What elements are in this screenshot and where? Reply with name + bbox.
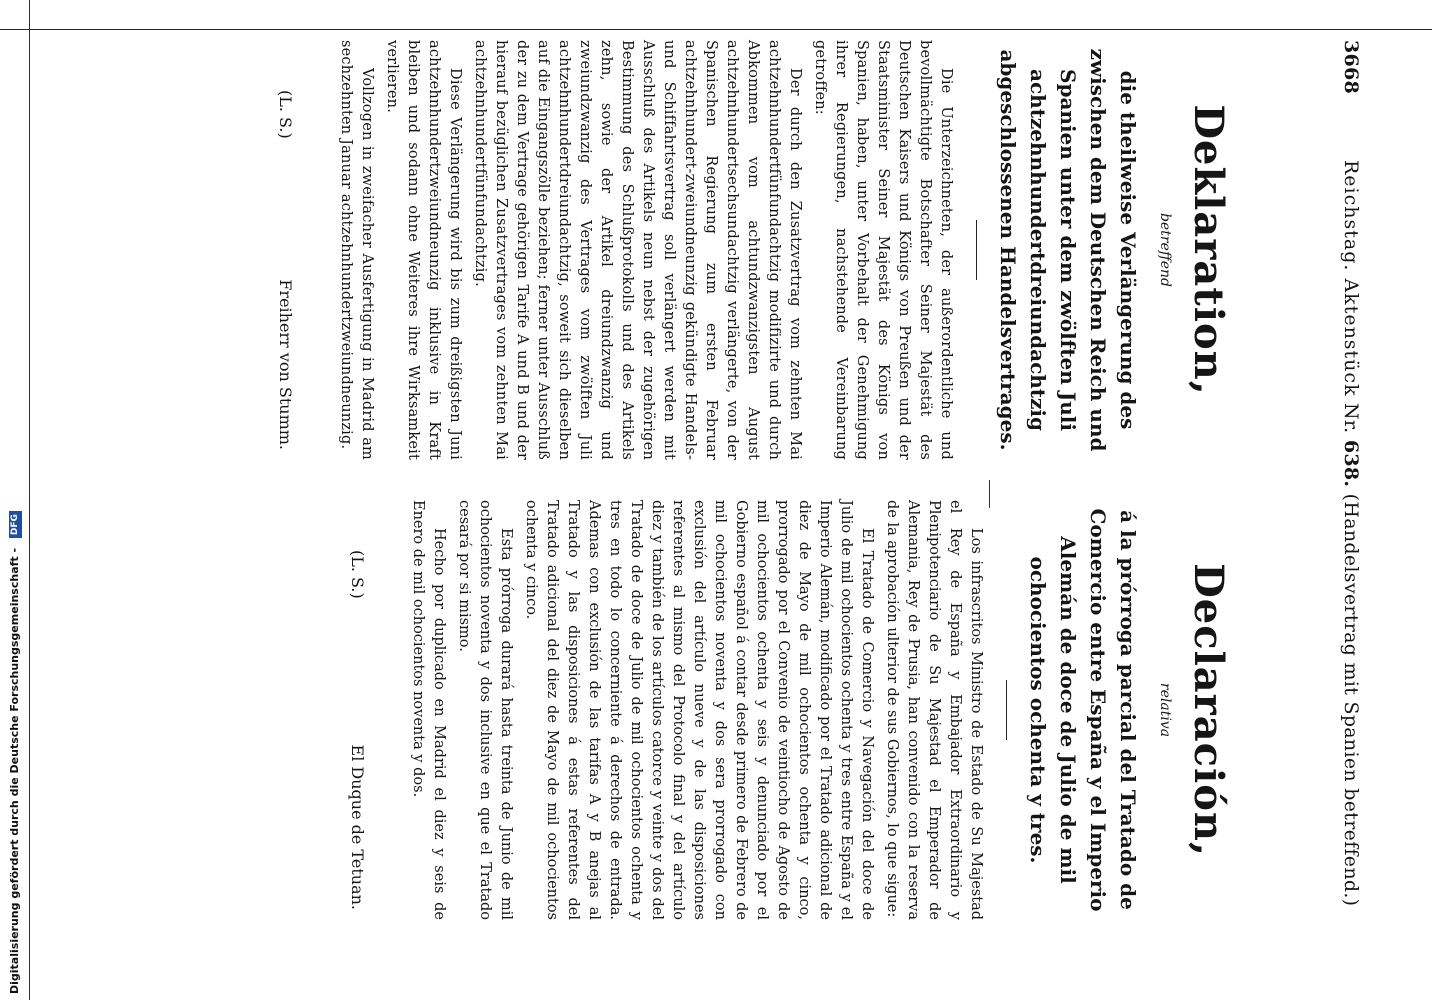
- header-subject: (Handelsvertrag mit Spanien betreffend.): [1340, 493, 1362, 907]
- footer-text: Digitalisierung gefördert durch die Deutsche Forschungsgemeinschaft -: [8, 547, 21, 994]
- number-prefix: Nr.: [1340, 402, 1362, 434]
- spanish-paragraph: Los infrascritos Ministro de Estado de Su Majestad el Rey de España y Embajador Extraordinario y Plenipotenciario de Su Majestad el Emperador de Alemania, Rey de Prusia, han convenido con la reserva de la aprobación ulterior de sus Gobiernos, lo que sigue:: [884, 500, 984, 920]
- german-subtitle: betreffend: [1157, 212, 1173, 288]
- running-header: [1322, 40, 1362, 920]
- german-paragraph: Diese Verlängerung wird bis zum dreißigsten Juni achtzehnhundertzweiundneunzig inklusive in Kraft bleiben und sodann ohne Weiteres ihre Wirksamkeit verlieren.: [384, 40, 463, 460]
- spanish-paragraph: Esta prórroga durará hasta treinta de Junio de mil ochocientos noventa y dos inclusive en que el Tratado cesará por si mismo.: [456, 500, 514, 920]
- german-signatory: Freiherr von Stumm.: [276, 279, 295, 450]
- gazette-name: Reichstag. Aktenstück: [1340, 160, 1362, 397]
- german-column: [40, 40, 1280, 460]
- spanish-column: [40, 500, 1280, 920]
- german-title: Deklaration,: [1185, 104, 1232, 396]
- spanish-subject: á la prórroga parcial del Tratado de Comercio entre España y el Imperio Alemán de doce de Julio de mil ochocientos ochenta y tres.: [1026, 508, 1140, 912]
- spanish-seal: (L. S.): [348, 550, 367, 599]
- spanish-title: Declaración,: [1185, 563, 1232, 857]
- german-paragraph: Vollzogen in zweifacher Ausfertigung in Madrid am sechzehnten Januar achtzehnhundertzweiundneunzig.: [338, 40, 375, 460]
- german-signature-block: [255, 40, 295, 460]
- spanish-subtitle: relativa: [1157, 682, 1173, 738]
- german-rule: [976, 220, 977, 280]
- german-subject: die theilweise Verlängerung des zwischen dem Deutschen Reich und Spanien unter dem zwölften Juli achtzehnhundertdreiundachtzig abgeschlossenen Handelsvertrages.: [996, 48, 1140, 452]
- document-page: [20, 0, 1420, 950]
- german-seal: (L. S.): [276, 90, 295, 139]
- spanish-rule: [1006, 680, 1007, 740]
- running-title: [1340, 160, 1362, 906]
- digitization-footer: [0, 0, 30, 1000]
- dfg-logo: DFG: [9, 511, 22, 538]
- page-number: 3668: [1340, 40, 1362, 95]
- spanish-signatory: El Duque de Tetuan.: [348, 744, 367, 910]
- document-number: 638.: [1340, 439, 1362, 488]
- spanish-signature-block: [327, 500, 367, 920]
- german-paragraph: Der durch den Zusatzvertrag vom zehnten Mai achtzehnhundertfünfundachtzig modifizirte und durch Abkommen vom achtundzwanzigsten August achtzehnhundertsechsundachtzig verlängerte, von der Spanischen Regierung zum ersten Februar achtzehnhundert-zweiundneunzig gekündigte Handels- und Schiffahrtsvertrag soll verlängert werden mit Ausschluß des Artikels neun nebst der zugehörigen Bestimmung des Schlußprotokolls und des Artikels zehn, sowie der Artikel dreiundzwanzig und zweiundzwanzig des Vertrages vom zwölften Juli achtzehnhundertdreiundachtzig, soweit sich dieselben auf die Eingangszölle beziehen; ferner unter Ausschluß der zu dem Vertrage gehörigen Tarife A und B und der hierauf bezüglichen Zusatzvertrages vom zehnten Mai achtzehnhundertfünfundachtzig.: [472, 40, 803, 460]
- german-paragraph: Die Unterzeichneten, der außerordentliche und bevollmächtigte Botschafter Seiner Majestät des Deutschen Kaisers und Königs von Preußen und der Staatsminister Seiner Majestät des Königs von Spanien, haben, unter Vorbehalt der Genehmigung ihrer Regierungen, nachstehende Vereinbarung getroffen:: [812, 40, 954, 460]
- spanish-paragraph: El Tratado de Comercio y Navegación del doce de Julio de mil ochocientos ochenta y tres entre España y el Imperio Alemán, modificado por el Tratado adicional de diez de Mayo de mil ochocientos ochenta y cinco, prorrogado por el Convenio de veintiocho de Agosto de mil ochocientos ochenta y seis y denunciado por el Gobierno español á contar desde primero de Febrero de mil ochocientos noventa y dos sera prorrogado con exclusión del artículo nueve y de las disposiciones referentes al mismo del Protocolo final y del artículo diez y también de los artículos catorce y veinte y dos del Tratado de doce de Julio de mil ochocientos ochenta y tres en todo lo concerniente á derechos de entrada. Ademas con exclusión de las tarifas A y B anejas al Tratado y las disposiciones á estas referentes del Tratado adicional del diez de Mayo de mil ochocientos ochenta y cinco.: [523, 500, 875, 920]
- spanish-paragraph: Hecho por duplicado en Madrid el diez y seis de Enero de mil ochocientos noventa y dos.: [410, 500, 447, 920]
